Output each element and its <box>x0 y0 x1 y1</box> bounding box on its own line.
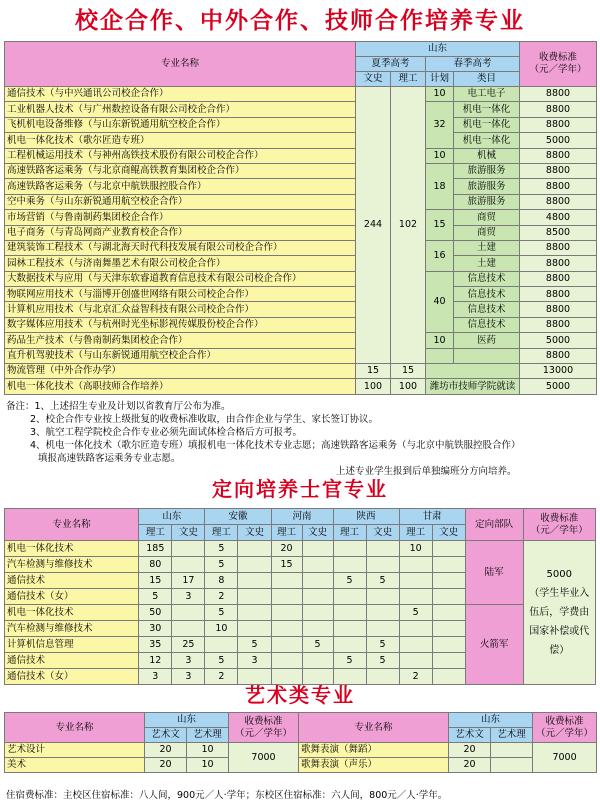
fee-value: 8500 <box>520 225 597 240</box>
col-province: 山东 <box>356 42 520 57</box>
plan-value: 15 <box>139 573 172 589</box>
table-row <box>5 605 596 621</box>
col-province: 安徽 <box>205 509 271 525</box>
major-name: 物流管理（中外合作办学） <box>5 364 356 379</box>
fee-value: 8800 <box>520 179 597 194</box>
plan-value <box>302 653 333 669</box>
header-row <box>5 509 596 525</box>
plan-value <box>238 541 271 557</box>
fee-value: 8800 <box>520 271 597 286</box>
plan-value: 5 <box>205 541 238 557</box>
plan-value: 5 <box>205 557 238 573</box>
major-name: 直升机驾驶技术（与山东新锐通用航空校企合作） <box>5 348 356 363</box>
fee-value: 8800 <box>520 287 597 302</box>
art-liberal-value: 20 <box>145 743 187 758</box>
col-province: 河南 <box>271 509 333 525</box>
table-row <box>5 163 597 178</box>
spring-plan: 16 <box>426 240 454 271</box>
plan-value <box>172 621 205 637</box>
col-science: 理工 <box>271 525 302 541</box>
major-name: 机电一体化技术（歌尔匠造专班） <box>5 133 356 148</box>
col-art-liberal: 艺术文 <box>145 728 187 743</box>
fee-value: 13000 <box>520 364 597 379</box>
col-province: 山东 <box>449 713 533 728</box>
col-liberal: 文史 <box>238 525 271 541</box>
plan-value: 3 <box>172 653 205 669</box>
spring-plan: 10 <box>426 87 454 102</box>
plan-value: 10 <box>399 541 432 557</box>
plan-value: 5 <box>139 589 172 605</box>
art-title: 艺术类专业 <box>245 683 355 707</box>
major-name: 汽车检测与维修技术 <box>5 621 139 637</box>
plan-value <box>333 605 366 621</box>
col-art-liberal: 艺术文 <box>449 728 491 743</box>
plan-value <box>238 621 271 637</box>
plan-value <box>271 653 302 669</box>
col-liberal: 文史 <box>432 525 465 541</box>
table-row <box>5 317 597 332</box>
major-name: 物联网应用技术（与淄博开创盛世网络有限公司校企合作） <box>5 287 356 302</box>
major-name: 通信技术（女） <box>5 669 139 685</box>
summer-science: 15 <box>391 364 426 379</box>
plan-value <box>333 621 366 637</box>
main-title: 校企合作、中外合作、技师合作培养专业 <box>75 8 525 34</box>
art-liberal-value: 20 <box>145 758 187 773</box>
plan-value <box>302 605 333 621</box>
fee-value: 8800 <box>520 194 597 209</box>
fee-value: 5000 <box>520 133 597 148</box>
major-name: 高速铁路客运乘务（与北京商鲲高铁教育集团校企合作） <box>5 163 356 178</box>
major-name: 高速铁路客运乘务（与北京中航铁服控股合作） <box>5 179 356 194</box>
major-name: 机电一体化技术 <box>5 605 139 621</box>
major-name: 汽车检测与维修技术 <box>5 557 139 573</box>
art-science-value: 10 <box>187 743 229 758</box>
major-name: 通信技术 <box>5 653 139 669</box>
plan-value <box>271 637 302 653</box>
col-fee: 收费标准 （元／学年） <box>520 42 597 87</box>
col-province: 陕西 <box>333 509 399 525</box>
fee-value: 7000 <box>533 743 597 773</box>
col-summer: 夏季高考 <box>356 57 426 72</box>
art-science-value <box>491 743 533 758</box>
col-science: 理工 <box>391 72 426 87</box>
plan-value <box>432 605 465 621</box>
plan-value <box>399 621 432 637</box>
plan-value <box>302 541 333 557</box>
major-name: 数字媒体应用技术（与杭州时光坐标影视传媒股份校企合作） <box>5 317 356 332</box>
plan-value <box>399 589 432 605</box>
spring-note: 潍坊市技师学院就读 <box>426 379 520 394</box>
major-name: 机电一体化技术 <box>5 541 139 557</box>
plan-value: 5 <box>333 653 366 669</box>
spring-category: 机电一体化 <box>454 102 520 117</box>
table-row <box>5 302 597 317</box>
table-row <box>5 148 597 163</box>
spring-plan: 10 <box>426 148 454 163</box>
major-name: 美术 <box>5 758 145 773</box>
table-row <box>5 348 597 363</box>
plan-value <box>366 541 399 557</box>
plan-value: 3 <box>172 589 205 605</box>
major-name: 大数据技术与应用（与天津东软睿道教育信息技术有限公司校企合作） <box>5 271 356 286</box>
spring-category: 商贸 <box>454 210 520 225</box>
plan-value <box>302 573 333 589</box>
table-row <box>5 102 597 117</box>
plan-value <box>271 589 302 605</box>
fee-value: 8800 <box>520 240 597 255</box>
header-row <box>5 713 597 728</box>
col-science: 理工 <box>205 525 238 541</box>
col-art-science: 艺术理 <box>491 728 533 743</box>
table-row <box>5 364 597 379</box>
col-liberal: 文史 <box>366 525 399 541</box>
military-fee: 5000 （学生毕业入伍后，学费由国家补偿或代偿） <box>523 541 595 685</box>
summer-liberal-total: 244 <box>356 87 391 364</box>
plan-value: 8 <box>205 573 238 589</box>
spring-empty <box>426 364 520 379</box>
spring-category: 机械 <box>454 148 520 163</box>
accommodation-fee-note: 住宿费标准：主校区住宿标准：八人间，900元／人·学年；东校区住宿标准：六人间，800元／人·学年。 <box>6 790 448 801</box>
note-line: 4、机电一体化技术（歌尔匠造专班）填报机电一体化技术专业志愿；高速铁路客运乘务（与北京中航铁服控股合作） <box>30 440 521 451</box>
spring-category: 医药 <box>454 333 520 348</box>
unit-rocket: 火箭军 <box>465 605 523 685</box>
col-spring: 春季高考 <box>426 57 520 72</box>
fee-value: 5000 <box>520 333 597 348</box>
plan-value: 5 <box>205 605 238 621</box>
plan-value <box>432 637 465 653</box>
major-name: 园林工程技术（与济南舞墨艺术有限公司校企合作） <box>5 256 356 271</box>
plan-value <box>366 621 399 637</box>
table-row <box>5 133 597 148</box>
fee-value: 5000 <box>520 379 597 394</box>
plan-value <box>432 557 465 573</box>
table-row <box>5 379 597 394</box>
plan-value: 5 <box>399 605 432 621</box>
col-plan: 计划 <box>426 72 454 87</box>
plan-value <box>172 541 205 557</box>
plan-value: 2 <box>205 669 238 685</box>
spring-plan: 40 <box>426 271 454 333</box>
col-liberal: 文史 <box>302 525 333 541</box>
spring-category: 电工电子 <box>454 87 520 102</box>
col-province: 山东 <box>145 713 229 728</box>
spring-category: 信息技术 <box>454 271 520 286</box>
plan-value <box>432 589 465 605</box>
note-line: 上述专业学生报到后单独编班分方向培养。 <box>336 466 517 477</box>
plan-value <box>333 541 366 557</box>
table-row <box>5 541 596 557</box>
major-name: 歌舞表演（声乐） <box>299 758 449 773</box>
major-name: 艺术设计 <box>5 743 145 758</box>
spring-plan: 10 <box>426 333 454 348</box>
fee-value: 4800 <box>520 210 597 225</box>
plan-value <box>271 605 302 621</box>
spring-category: 信息技术 <box>454 287 520 302</box>
fee-value: 8800 <box>520 348 597 363</box>
spring-category: 土建 <box>454 256 520 271</box>
major-name: 电子商务（与青岛网商产业教育校企合作） <box>5 225 356 240</box>
col-fee: 收费标准 （元／学年） <box>523 509 595 541</box>
spring-plan: 18 <box>426 163 454 209</box>
plan-value: 5 <box>238 637 271 653</box>
col-fee: 收费标准 （元／学年） <box>533 713 597 743</box>
spring-category: 土建 <box>454 240 520 255</box>
summer-liberal: 100 <box>356 379 391 394</box>
table-row <box>5 271 597 286</box>
spring-category: 信息技术 <box>454 302 520 317</box>
plan-value <box>205 637 238 653</box>
fee-value: 8800 <box>520 302 597 317</box>
col-major: 专业名称 <box>5 509 139 541</box>
plan-value: 5 <box>366 653 399 669</box>
note-line: 3、航空工程学院校企合作专业必须先面试体检合格后方可报考。 <box>30 427 303 438</box>
plan-value: 12 <box>139 653 172 669</box>
notes <box>6 400 598 478</box>
col-art-science: 艺术理 <box>187 728 229 743</box>
col-science: 理工 <box>139 525 172 541</box>
plan-value <box>432 621 465 637</box>
note-line: 备注：1、上述招生专业及计划以省教育厅公布为准。 <box>6 401 231 412</box>
plan-value <box>238 573 271 589</box>
major-name: 药品生产技术（与鲁南制药集团校企合作） <box>5 333 356 348</box>
plan-value <box>432 541 465 557</box>
note-line: 填报高速铁路客运乘务专业志愿。 <box>38 453 181 464</box>
spring-category: 旅游服务 <box>454 194 520 209</box>
col-major: 专业名称 <box>5 713 145 743</box>
note-line: 2、校企合作专业按上级批复的收费标准收取，由合作企业与学生、家长签订协议。 <box>30 414 379 425</box>
plan-value: 10 <box>205 621 238 637</box>
major-name: 市场营销（与鲁南制药集团校企合作） <box>5 210 356 225</box>
col-liberal: 文史 <box>172 525 205 541</box>
major-name: 歌舞表演（舞蹈） <box>299 743 449 758</box>
plan-value: 50 <box>139 605 172 621</box>
art-liberal-value: 20 <box>449 758 491 773</box>
plan-value: 5 <box>366 637 399 653</box>
art-liberal-value: 20 <box>449 743 491 758</box>
plan-value: 2 <box>399 669 432 685</box>
plan-value <box>432 653 465 669</box>
plan-value <box>302 589 333 605</box>
fee-value: 8800 <box>520 87 597 102</box>
col-science: 理工 <box>399 525 432 541</box>
col-category: 类目 <box>454 72 520 87</box>
col-unit: 定向部队 <box>465 509 523 541</box>
fee-value: 7000 <box>229 743 299 773</box>
major-name: 工程机械运用技术（与神州高铁技术股份有限公司校企合作） <box>5 148 356 163</box>
plan-value <box>172 605 205 621</box>
art-science-value <box>491 758 533 773</box>
col-province: 甘肃 <box>399 509 465 525</box>
spring-category <box>454 348 520 363</box>
col-fee: 收费标准 （元／学年） <box>229 713 299 743</box>
table-row <box>5 333 597 348</box>
plan-value: 5 <box>205 653 238 669</box>
plan-value <box>333 557 366 573</box>
table-row <box>5 287 597 302</box>
col-major: 专业名称 <box>299 713 449 743</box>
plan-value: 3 <box>139 669 172 685</box>
plan-value: 3 <box>238 653 271 669</box>
spring-category: 商贸 <box>454 225 520 240</box>
plan-value: 2 <box>205 589 238 605</box>
major-name: 飞机机电设备维修（与山东新锐通用航空校企合作） <box>5 117 356 132</box>
fee-value: 8800 <box>520 148 597 163</box>
plan-value <box>271 621 302 637</box>
col-liberal: 文史 <box>356 72 391 87</box>
plan-value: 5 <box>302 637 333 653</box>
plan-value: 30 <box>139 621 172 637</box>
summer-liberal: 15 <box>356 364 391 379</box>
spring-category: 机电一体化 <box>454 117 520 132</box>
table-row <box>5 210 597 225</box>
major-name: 计算机应用技术（与北京汇众益智科技有限公司校企合作） <box>5 302 356 317</box>
major-name: 机电一体化技术（高职技师合作培养） <box>5 379 356 394</box>
table-row <box>5 743 597 758</box>
spring-category: 机电一体化 <box>454 133 520 148</box>
plan-value <box>399 557 432 573</box>
plan-value: 35 <box>139 637 172 653</box>
plan-value <box>399 637 432 653</box>
plan-value: 3 <box>172 669 205 685</box>
table-row <box>5 240 597 255</box>
fee-value: 8800 <box>520 317 597 332</box>
plan-value <box>366 605 399 621</box>
table-row <box>5 194 597 209</box>
military-title: 定向培养士官专业 <box>212 477 388 501</box>
table-row <box>5 225 597 240</box>
header-row <box>5 42 597 57</box>
major-name: 工业机器人技术（与广州数控设备有限公司校企合作） <box>5 102 356 117</box>
summer-science-total: 102 <box>391 87 426 364</box>
plan-value: 20 <box>271 541 302 557</box>
spring-plan: 15 <box>426 210 454 241</box>
major-name: 通信技术 <box>5 573 139 589</box>
art-science-value: 10 <box>187 758 229 773</box>
spring-category: 旅游服务 <box>454 163 520 178</box>
col-province: 山东 <box>139 509 205 525</box>
plan-value <box>432 573 465 589</box>
major-name: 通信技术（女） <box>5 589 139 605</box>
plan-value: 80 <box>139 557 172 573</box>
plan-value <box>366 557 399 573</box>
major-name: 空中乘务（与山东新锐通用航空校企合作） <box>5 194 356 209</box>
summer-science: 100 <box>391 379 426 394</box>
spring-plan <box>426 348 454 363</box>
table-row <box>5 117 597 132</box>
major-name: 计算机信息管理 <box>5 637 139 653</box>
major-name: 通信技术（与中兴通讯公司校企合作） <box>5 87 356 102</box>
plan-value <box>238 589 271 605</box>
fee-value: 8800 <box>520 117 597 132</box>
spring-plan: 32 <box>426 102 454 148</box>
art-majors-table <box>4 712 597 773</box>
plan-value: 185 <box>139 541 172 557</box>
plan-value <box>172 557 205 573</box>
plan-value <box>302 621 333 637</box>
table-row <box>5 179 597 194</box>
table-row <box>5 758 597 773</box>
col-science: 理工 <box>333 525 366 541</box>
cooperation-majors-table <box>4 41 597 395</box>
col-major: 专业名称 <box>5 42 356 87</box>
plan-value <box>302 557 333 573</box>
unit-army: 陆军 <box>465 541 523 605</box>
plan-value <box>238 605 271 621</box>
spring-category: 信息技术 <box>454 317 520 332</box>
plan-value <box>366 589 399 605</box>
plan-value <box>333 637 366 653</box>
fee-value: 8800 <box>520 163 597 178</box>
plan-value <box>399 653 432 669</box>
plan-value <box>399 573 432 589</box>
plan-value <box>238 557 271 573</box>
table-row <box>5 87 597 102</box>
plan-value <box>333 589 366 605</box>
major-name: 建筑装饰工程技术（与湖北海天时代科技发展有限公司校企合作） <box>5 240 356 255</box>
fee-value: 8800 <box>520 256 597 271</box>
plan-value <box>271 573 302 589</box>
plan-value: 25 <box>172 637 205 653</box>
spring-category: 旅游服务 <box>454 179 520 194</box>
table-row <box>5 256 597 271</box>
plan-value: 15 <box>271 557 302 573</box>
fee-value: 8800 <box>520 102 597 117</box>
plan-value: 5 <box>333 573 366 589</box>
plan-value: 5 <box>366 573 399 589</box>
plan-value: 17 <box>172 573 205 589</box>
military-majors-table <box>4 508 596 685</box>
